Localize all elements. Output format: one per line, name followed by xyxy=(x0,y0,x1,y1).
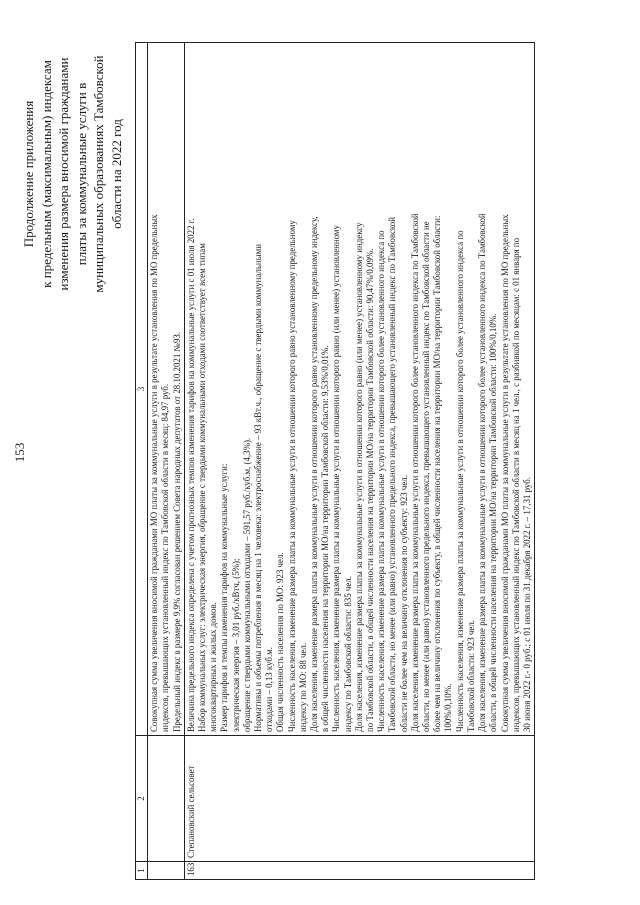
text-line: Тамбовской области: 923 чел. xyxy=(465,620,476,732)
text-line: Нормативы и объемы потребления в месяц на 1 человека: электроснабжение – 93 кВт.ч., обращение с твердыми коммунальными xyxy=(253,244,264,732)
table-row xyxy=(184,43,534,880)
heading-line: к предельным (максимальным) индексам xyxy=(38,60,54,288)
appendix-heading xyxy=(20,24,125,324)
text-line: индексу по Тамбовской области: 835 чел. xyxy=(342,576,353,732)
text-line: по Тамбовской области, в общей численности населения на территории МО/на территории Тамбовской области: 90,47%/0,09%. xyxy=(365,248,376,732)
heading-line: изменения размера вносимой гражданами xyxy=(56,57,71,291)
text-line: области, но менее (или равно) установленного предельного индекса, превышающего установленный индекс по Тамбовской области не xyxy=(421,221,432,732)
text-line: обращение с твердыми коммунальными отходами – 591,57 руб./куб.м, (4,3%). xyxy=(241,437,252,732)
text-line: многоквартирных и жилых домов. xyxy=(208,602,219,732)
municipality-name: Степановский сельсовет xyxy=(184,736,534,862)
text-line: в общей численности населения на территории МО/на территории Тамбовской области: 9,53%/0,01%. xyxy=(320,345,331,732)
text-line: Совокупная сумма увеличения вносимой гражданами МО платы за коммунальные услуги в результате установления по МО предельных xyxy=(149,214,160,732)
text-line: Общая численность населения по МО: 923 чел. xyxy=(275,552,286,732)
previous-row-text xyxy=(148,43,185,736)
text-line: 100%/0,10%. xyxy=(443,683,454,732)
text-line: Совокупная сумма увеличения вносимой гражданами МО платы за коммунальные услуги в результате установления по МО предельных xyxy=(499,214,510,732)
text-line: Доля населения, изменение размера платы за коммунальные услуги в отношении которого равно установленному предельному индексу, xyxy=(309,216,320,732)
col-header-2: 2 xyxy=(136,736,148,862)
text-line: Численность населения, изменение размера платы за коммунальные услуги в отношении которого равно (или менее) установленному xyxy=(331,225,342,732)
text-line: Тамбовской области, но менее (или равно) установленного предельного индекса, превышающего установленный индекс по Тамбовской xyxy=(387,217,398,732)
text-line: области не более чем на величину отклонения по субъекту: 923 чел. xyxy=(398,475,409,732)
text-line: области, в общей численности населения на территории МО/на территории Тамбовской области: 100%/0,10%. xyxy=(488,313,499,732)
text-line: Размер тарифов и темпы изменения тарифов на коммунальные услуги: xyxy=(219,463,230,732)
row-description xyxy=(184,43,534,736)
text-line: Величина предельного индекса определена с учетом прогнозных темпов изменения тарифов на коммунальные услуги с 01 июля 2022 г. xyxy=(185,218,196,732)
text-line: Предельный индекс в размере 9,9% согласован решением Совета народных депутатов от 28.10.2021 №93. xyxy=(171,331,182,732)
col-header-1: 1 xyxy=(136,862,148,880)
text-line: 30 июня 2022 г.- 0 руб.; с 01 июля по 31 декабря 2022 г. – 17,31 руб. xyxy=(521,477,532,732)
heading-line: Продолжение приложения xyxy=(21,100,36,248)
text-line: Доля населения, изменение размера платы за коммунальные услуги в отношении которого более установленного индекса по Тамбовской xyxy=(409,213,420,732)
text-line: Численность населения, изменение размера платы за коммунальные услуги в отношении которого более установленного индекса по xyxy=(454,230,465,732)
text-line: Численность населения, изменение размера платы за коммунальные услуги в отношении которого равно установленному предельному xyxy=(286,220,297,732)
text-line: индексу по МО: 88 чел. xyxy=(297,642,308,732)
heading-line: муниципальных образованиях Тамбовской xyxy=(91,55,106,293)
text-line: электрическая энергия – 3,01 руб./кВтч, (5%); xyxy=(230,558,241,732)
text-line: более чем на величину отклонения по субъекту, в общей численности населения на территории МО/на территории Тамбовской области: xyxy=(432,215,443,732)
row-number: 163 xyxy=(184,862,534,880)
text-line: индексов, превышающих установленный индекс по Тамбовской области в месяц: 84,97 руб. xyxy=(160,383,171,732)
col-header-3: 3 xyxy=(136,43,148,736)
heading-line: платы за коммунальные услуги в xyxy=(73,82,89,266)
heading-line: области на 2022 год xyxy=(108,119,124,229)
text-line: Численность населения, изменение размера платы за коммунальные услуги в отношении которого более установленного индекса по xyxy=(376,230,387,732)
page-number: 153 xyxy=(12,442,27,463)
previous-row-continuation xyxy=(148,43,185,880)
text-line: Набор коммунальных услуг: электрическая энергия, обращение с твердыми коммунальными отходами соответствует всем типам xyxy=(197,243,208,732)
column-header-row xyxy=(136,43,148,880)
indices-table xyxy=(135,42,535,880)
text-line: Доля населения, изменение размера платы за коммунальные услуги в отношении которого более установленного индекса по Тамбовской xyxy=(477,213,488,732)
text-line: индексов, превышающих установленный индекс по Тамбовской области в месяц на 1 чел., с разбивкой по месяцам: с 01 января по xyxy=(510,237,521,732)
text-line: отходами – 0,13 куб.м. xyxy=(264,647,275,732)
text-line: Доля населения, изменение размера платы за коммунальные услуги в отношении которого равно (или менее) установленному индексу xyxy=(353,222,364,732)
